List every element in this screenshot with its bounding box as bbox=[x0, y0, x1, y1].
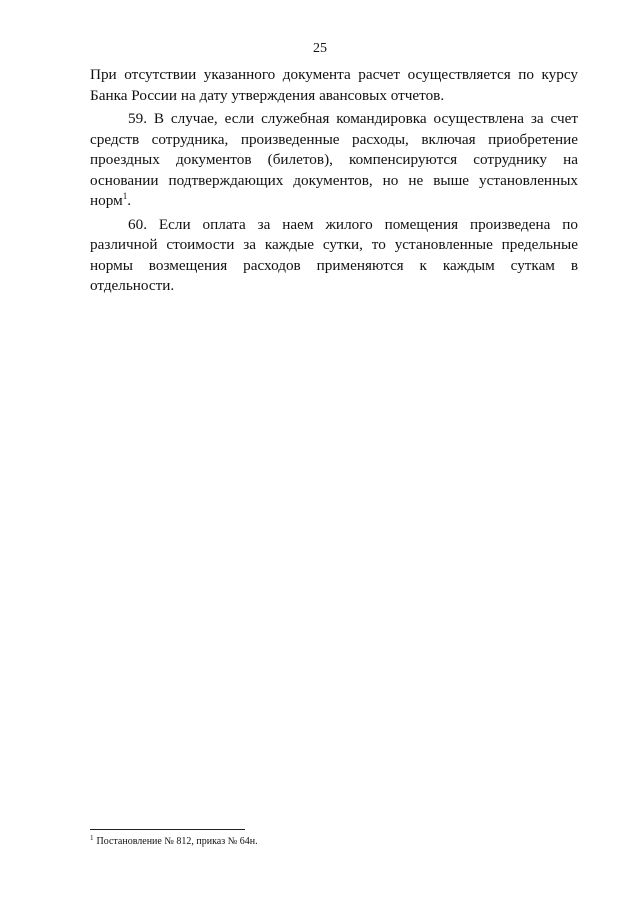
footnote-reference[interactable]: 1 bbox=[122, 190, 128, 201]
paragraph-continuation-line-1: При отсутствии указанного документа расчет осуществляется по курсу bbox=[90, 66, 578, 83]
paragraph-60 bbox=[90, 215, 578, 297]
paragraph-60-text: 60. Если оплата за наем жилого помещения произведена по различной стоимости за каждые сутки, то установленные предельные нормы возмещения расходов применяются к каждым суткам в отдельности. bbox=[90, 215, 578, 294]
page-number: 25 bbox=[313, 41, 327, 56]
footnote bbox=[90, 835, 570, 848]
body-text bbox=[90, 65, 578, 297]
paragraph-59-end: . bbox=[127, 192, 131, 209]
paragraph-continuation-line-2: Банка России на дату утверждения авансовых отчетов. bbox=[90, 86, 445, 104]
footnote-marker: 1 bbox=[90, 833, 94, 842]
paragraph-59-text: 59. В случае, если служебная командировка осуществлена за счет средств сотрудника, произведенные расходы, включая приобретение проездных документов (билетов), компенсируются сотруднику на основании подтверждающих документов, но не выше установленных норм bbox=[90, 110, 578, 209]
paragraph-continuation bbox=[90, 65, 578, 86]
footnote-text: Постановление № 812, приказ № 64н. bbox=[96, 836, 258, 847]
paragraph-59 bbox=[90, 109, 578, 212]
paragraph-continuation-end bbox=[90, 86, 578, 107]
footnote-separator bbox=[90, 829, 245, 830]
